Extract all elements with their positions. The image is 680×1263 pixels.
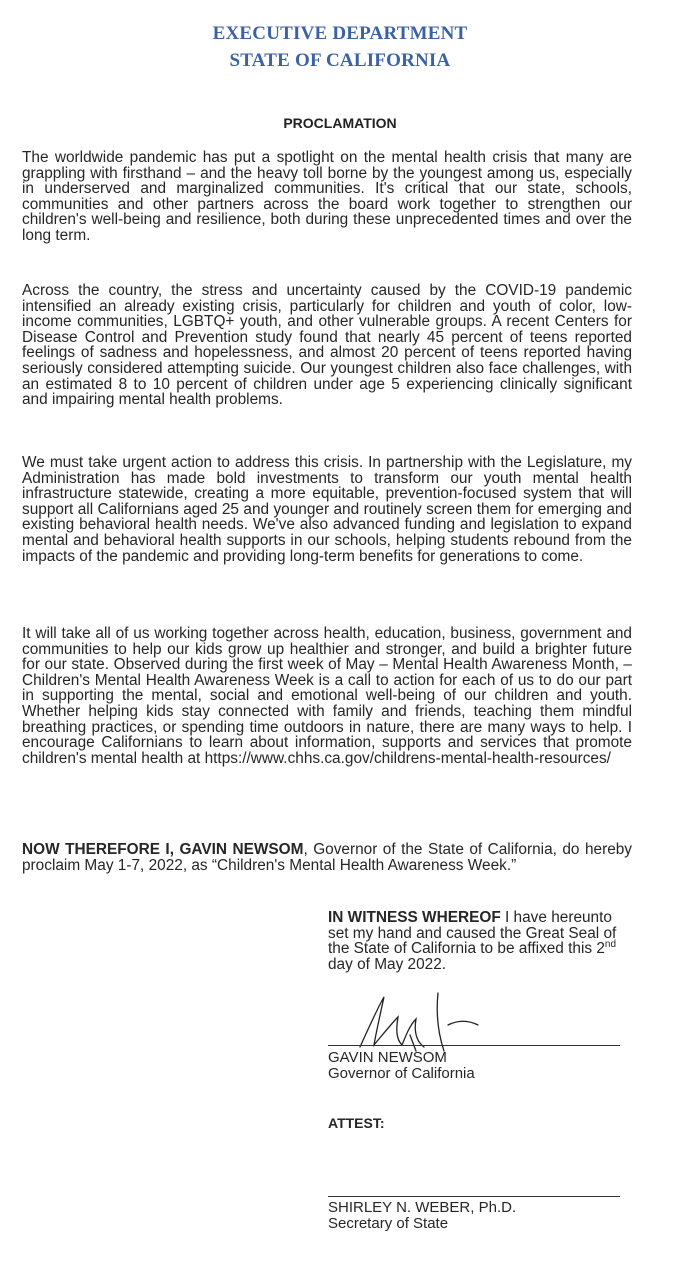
- witness-lead: IN WITNESS WHEREOF: [328, 909, 501, 926]
- witness-text-after: day of May 2022.: [328, 955, 447, 973]
- paragraph-3: We must take urgent action to address this crisis. In partnership with the Legislature, my Administration has made bold investments to transform our youth mental health infrastructure statewide, creating a more equitable, prevention-focused system that will support all Californians aged 25 and younger and routinely screen them for emerging and existing behavioral health needs. We've also advanced funding and legislation to expand mental and behavioral health supports in our schools, helping students rebound from the impacts of the pandemic and providing long-term benefits for generations to come.: [22, 454, 632, 565]
- witness-ordinal: nd: [604, 939, 617, 951]
- secretary-name-block: [328, 1200, 516, 1232]
- proclamation-lead: NOW THEREFORE I, GAVIN NEWSOM: [22, 841, 304, 858]
- governor-signature-line: [328, 1045, 620, 1046]
- proclamation-text: , Governor of the State of California, do hereby proclaim May 1-7, 2022, as “Children's Mental Health Awareness Week.”: [22, 841, 633, 874]
- governor-name: GAVIN NEWSOM: [328, 1049, 447, 1066]
- witness-text-before: I have hereunto set my hand and caused the Great Seal of the State of California to be affixed this 2: [328, 909, 617, 958]
- paragraph-4: It will take all of us working together across health, education, business, government and communities to help our kids grow up healthier and stronger, and build a brighter future for our state. Observed during the first week of May – Mental Health Awareness Month, – Children's Mental Health Awareness Week is a call to action for each of us to do our part in supporting the mental, social and emotional well-being of our children and youth. Whether helping kids stay connected with family and friends, teaching them mindful breathing practices, or spending time outdoors in nature, there are many ways to help. I encourage Californians to learn about information, supports and services that promote children's mental health at https://www.chhs.ca.gov/childrens-mental-health-resources/: [22, 625, 632, 767]
- paragraph-2: Across the country, the stress and uncertainty caused by the COVID-19 pandemic intensified an already existing crisis, particularly for children and youth of color, low-income communities, LGBTQ+ youth, and other vulnerable groups. A recent Centers for Disease Control and Prevention study found that nearly 45 percent of teens reported feelings of sadness and hopelessness, and almost 20 percent of teens reported having seriously considered attempting suicide. Our youngest children also face challenges, with an estimated 8 to 10 percent of children under age 5 experiencing clinically significant and impairing mental health problems.: [22, 282, 632, 409]
- proclamation-statement: [22, 842, 632, 873]
- secretary-title: Secretary of State: [328, 1215, 449, 1232]
- header-line-1: EXECUTIVE DEPARTMENT: [212, 23, 468, 44]
- attest-label: ATTEST:: [328, 1115, 385, 1131]
- document-title: PROCLAMATION: [283, 115, 397, 131]
- paragraph-1: The worldwide pandemic has put a spotlight on the mental health crisis that many are grappling with firsthand – and the heavy toll borne by the youngest among us, especially in underserved and marginalized communities. It's critical that our state, schools, communities and other partners across the board work together to strengthen our children's well-being and resilience, both during these unprecedented times and over the long term.: [22, 149, 632, 244]
- secretary-signature-line: [328, 1196, 620, 1197]
- governor-title: Governor of California: [328, 1065, 475, 1082]
- secretary-name: SHIRLEY N. WEBER, Ph.D.: [328, 1199, 517, 1216]
- header-line-2: STATE OF CALIFORNIA: [229, 50, 451, 71]
- witness-block: [328, 910, 634, 972]
- department-header: [0, 20, 680, 74]
- governor-name-block: [328, 1050, 475, 1082]
